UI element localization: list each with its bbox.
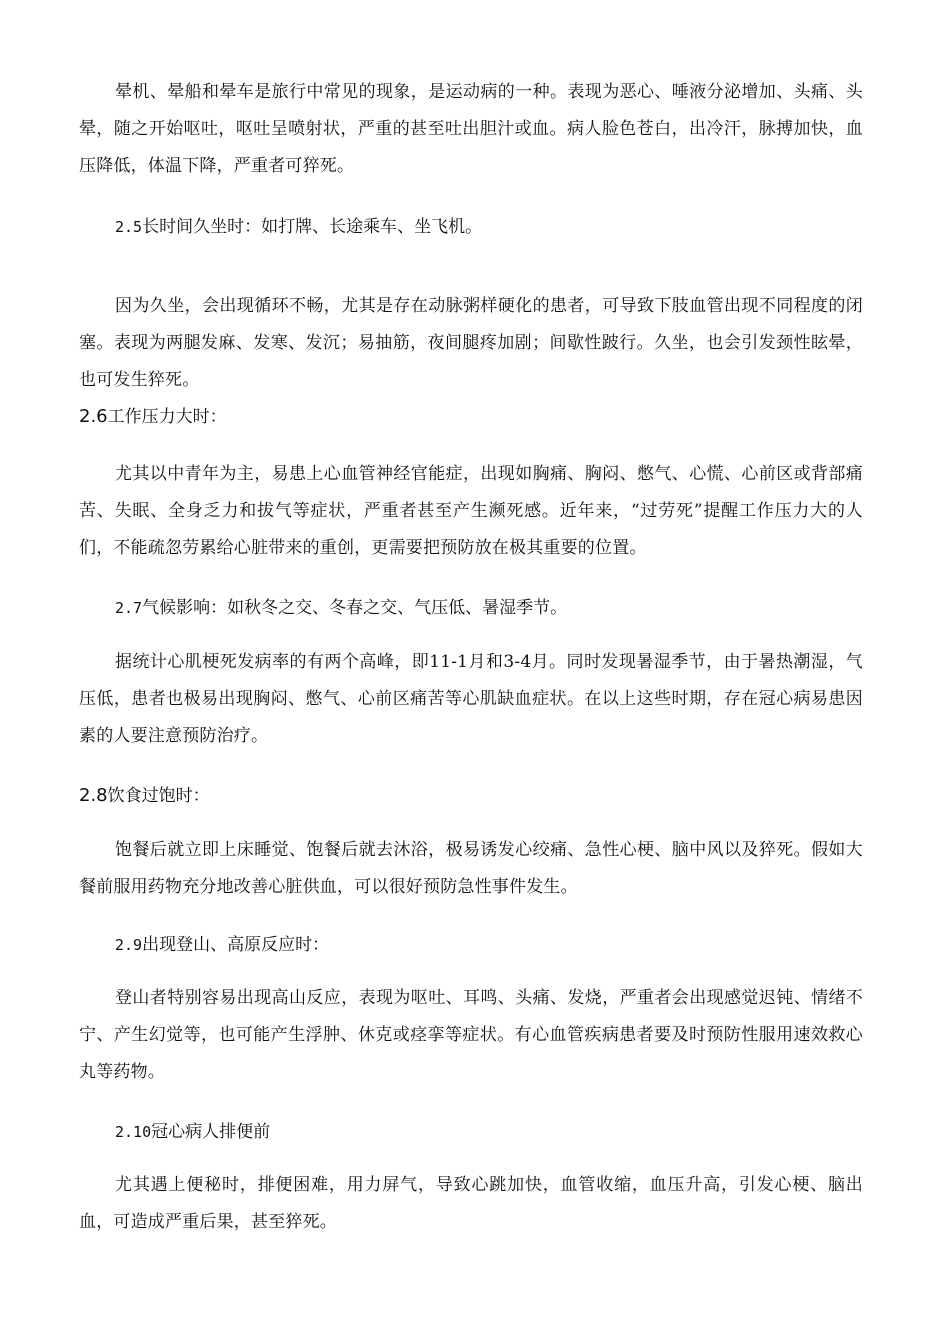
heading-text: 长时间久坐时：如打牌、长途乘车、坐飞机。 xyxy=(142,217,483,237)
heading-text: 气候影响：如秋冬之交、冬春之交、气压低、暑湿季节。 xyxy=(142,598,568,618)
paragraph-defecation: 尤其遇上便秘时，排便困难，用力屏气，导致心跳加快，血管收缩，血压升高，引发心梗、脑出血，可造成严重后果，甚至猝死。 xyxy=(79,1175,863,1232)
heading-number: 2.5 xyxy=(115,218,143,236)
heading-number: 2.8 xyxy=(79,785,108,806)
heading-2-7 xyxy=(79,590,863,627)
paragraph-climate: 据统计心肌梗死发病率的有两个高峰，即11-1月和3-4月。同时发现暑湿季节，由于暑热潮湿，气压低，患者也极易出现胸闷、憋气、心前区痛苦等心肌缺血症状。在以上这些时期，存在冠心病易患因素的人要注意预防治疗。 xyxy=(79,652,863,746)
heading-number: 2.6 xyxy=(79,406,108,427)
paragraph-altitude: 登山者特别容易出现高山反应，表现为呕吐、耳鸣、头痛、发烧，严重者会出现感觉迟钝、情绪不宁、产生幻觉等，也可能产生浮肿、休克或痉挛等症状。有心血管疾病患者要及时预防性服用速效救心丸等药物。 xyxy=(79,988,863,1082)
heading-number: 2.9 xyxy=(115,936,143,954)
heading-2-9 xyxy=(79,927,863,964)
heading-text: 冠心病人排便前 xyxy=(151,1122,271,1142)
paragraph-work-stress: 尤其以中青年为主，易患上心血管神经官能症，出现如胸痛、胸闷、憋气、心慌、心前区或背部痛苦、失眠、全身乏力和拔气等症状，严重者甚至产生濒死感。近年来，“过劳死”提醒工作压力大的人们，不能疏忽劳累给心脏带来的重创，更需要把预防放在极其重要的位置。 xyxy=(79,464,863,558)
paragraph-motion-sickness: 晕机、晕船和晕车是旅行中常见的现象，是运动病的一种。表现为恶心、唾液分泌增加、头痛、头晕，随之开始呕吐，呕吐呈喷射状，严重的甚至吐出胆汁或血。病人脸色苍白，出冷汗，脉搏加快，血压降低，体温下降，严重者可猝死。 xyxy=(79,82,863,176)
heading-2-8 xyxy=(79,777,863,815)
heading-number: 2.10 xyxy=(115,1123,152,1141)
paragraph-overeating: 饱餐后就立即上床睡觉、饱餐后就去沐浴，极易诱发心绞痛、急性心梗、脑中风以及猝死。假如大餐前服用药物充分地改善心脏供血，可以很好预防急性事件发生。 xyxy=(79,840,863,897)
heading-2-6 xyxy=(79,398,863,436)
heading-text: 工作压力大时： xyxy=(107,407,227,427)
heading-2-10 xyxy=(79,1114,863,1151)
heading-number: 2.7 xyxy=(115,599,143,617)
heading-2-5 xyxy=(79,209,863,246)
heading-text: 饮食过饱时： xyxy=(107,786,210,806)
paragraph-prolonged-sitting: 因为久坐，会出现循环不畅，尤其是存在动脉粥样硬化的患者，可导致下肢血管出现不同程度的闭塞。表现为两腿发麻、发寒、发沉；易抽筋，夜间腿疼加剧；间歇性跛行。久坐，也会引发颈性眩晕，也可发生猝死。 xyxy=(79,296,863,390)
heading-text: 出现登山、高原反应时： xyxy=(142,935,330,955)
